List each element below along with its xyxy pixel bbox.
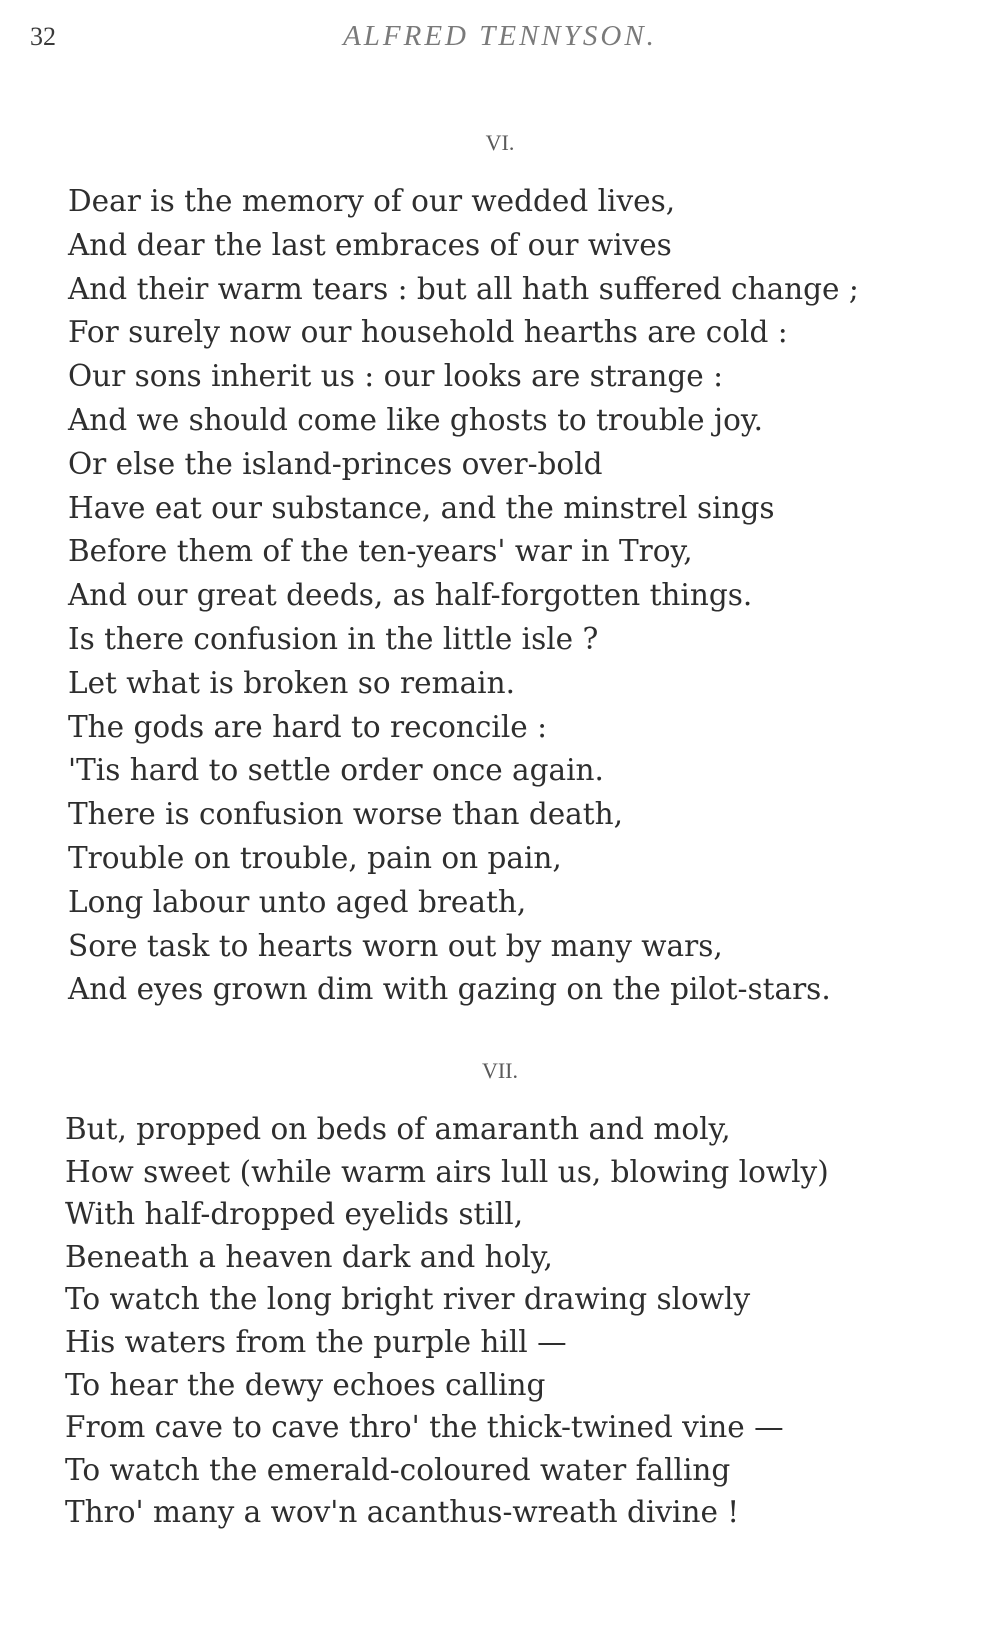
poem-line: Have eat our substance, and the minstrel sings bbox=[68, 490, 775, 525]
section-number-vi: VI. bbox=[485, 130, 515, 155]
poem-line: Is there confusion in the little isle ? bbox=[68, 621, 599, 656]
poem-line: How sweet (while warm airs lull us, blowing lowly) bbox=[65, 1154, 829, 1189]
poem-line: Thro' many a wov'n acanthus-wreath divine ! bbox=[65, 1495, 740, 1530]
poem-line: But, propped on beds of amaranth and moly, bbox=[65, 1112, 731, 1146]
poem-line: His waters from the purple hill — bbox=[65, 1324, 567, 1359]
poem-line: Beneath a heaven dark and holy, bbox=[65, 1239, 553, 1274]
poem-line: And our great deeds, as half-forgotten things. bbox=[68, 578, 753, 613]
poem-line: From cave to cave thro' the thick-twined vine — bbox=[65, 1410, 784, 1445]
poem-line: Before them of the ten-years' war in Troy, bbox=[68, 534, 693, 569]
poem-line: To watch the long bright river drawing slowly bbox=[65, 1282, 751, 1317]
poem-line: And we should come like ghosts to trouble joy. bbox=[68, 402, 763, 437]
poem-line: Let what is broken so remain. bbox=[68, 665, 515, 700]
poem-line: Or else the island-princes over-bold bbox=[68, 446, 603, 481]
poem-line: For surely now our household hearths are cold : bbox=[68, 315, 788, 350]
poem-line: And eyes grown dim with gazing on the pilot-stars. bbox=[68, 972, 831, 1007]
poem-line: Our sons inherit us : our looks are strange : bbox=[68, 359, 724, 394]
poem-line: Dear is the memory of our wedded lives, bbox=[68, 184, 676, 218]
poem-line: With half-dropped eyelids still, bbox=[65, 1197, 524, 1232]
poem-line: To hear the dewy echoes calling bbox=[65, 1367, 546, 1402]
section-number-vii: VII. bbox=[481, 1058, 519, 1083]
poem-line: Sore task to hearts worn out by many wars, bbox=[68, 928, 723, 963]
stanza-vii bbox=[65, 1108, 829, 1534]
poem-line: The gods are hard to reconcile : bbox=[68, 709, 548, 744]
stanza-vi bbox=[68, 180, 859, 1012]
poem-line: To watch the emerald-coloured water falling bbox=[65, 1452, 731, 1487]
poem-line: There is confusion worse than death, bbox=[68, 797, 623, 832]
poem-line: Long labour unto aged breath, bbox=[68, 884, 527, 919]
poem-line: 'Tis hard to settle order once again. bbox=[68, 753, 604, 788]
running-head: ALFRED TENNYSON. bbox=[343, 20, 657, 52]
page-number: 32 bbox=[30, 22, 56, 51]
poem-line: Trouble on trouble, pain on pain, bbox=[68, 840, 562, 875]
poem-line: And dear the last embraces of our wives bbox=[68, 227, 672, 262]
poem-line: And their warm tears : but all hath suffered change ; bbox=[68, 271, 859, 306]
